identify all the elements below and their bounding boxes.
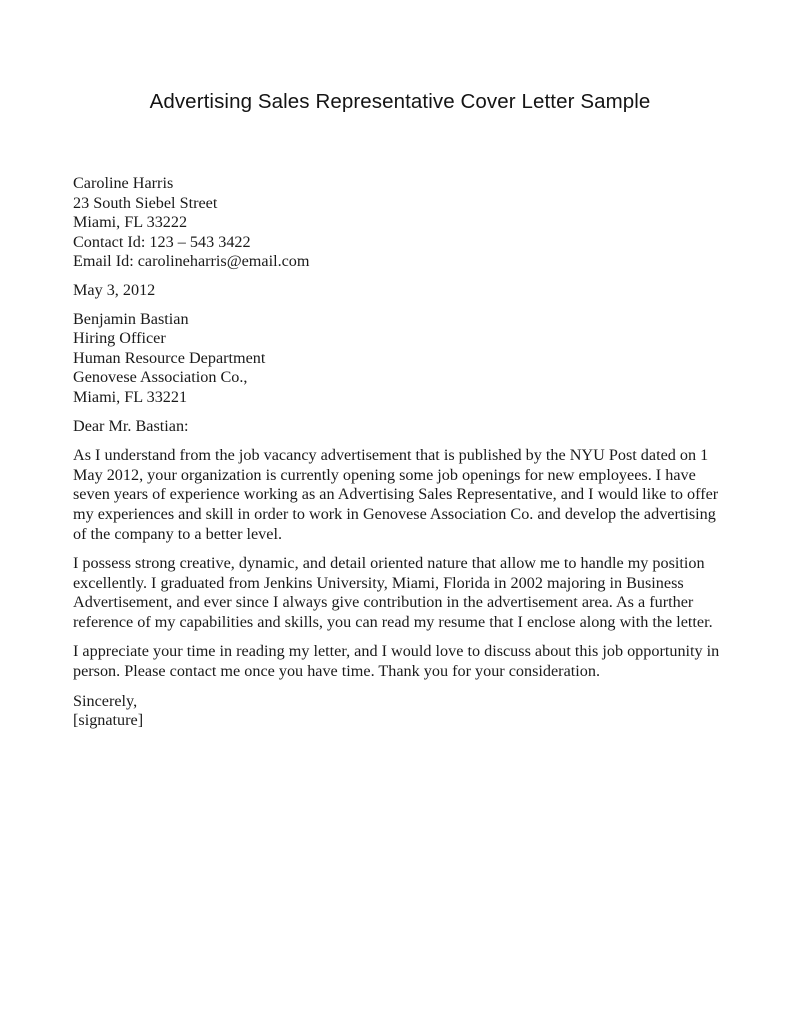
salutation-text: Dear Mr. Bastian: (73, 416, 189, 435)
sender-contact-id: Contact Id: 123 – 543 3422 (73, 232, 251, 251)
body-paragraph-3: I appreciate your time in reading my letter, and I would love to discuss about this job opportunity in person. Please contact me once you have time. Thank you for your consideration. (73, 642, 720, 681)
spacer (73, 272, 729, 281)
spacer (73, 436, 729, 446)
sender-street: 23 South Siebel Street (73, 193, 218, 212)
recipient-name: Benjamin Bastian (73, 309, 189, 328)
sender-address-block (73, 174, 729, 272)
spacer (73, 632, 729, 642)
sender-city-state-zip: Miami, FL 33222 (73, 213, 188, 232)
recipient-address-block (73, 310, 729, 408)
signature-placeholder: [signature] (73, 711, 144, 730)
sender-name: Caroline Harris (73, 174, 174, 192)
spacer (73, 544, 729, 554)
recipient-title: Hiring Officer (73, 329, 166, 348)
body-paragraph-2: I possess strong creative, dynamic, and detail oriented nature that allow me to handle my position excellently. I graduated from Jenkins University, Miami, Florida in 2002 majoring in Business Advertisement, and ever since I always give contribution in the advertisement area. As a further reference of my capabilities and skills, you can read my resume that I enclose along with the letter. (73, 554, 713, 631)
spacer (73, 301, 729, 310)
letter-date (73, 281, 729, 301)
spacer (73, 408, 729, 417)
spacer (73, 682, 729, 692)
salutation (73, 417, 729, 437)
body-paragraph-1: As I understand from the job vacancy advertisement that is published by the NYU Post dated on 1 May 2012, your organization is currently opening some job openings for new employees. I have seven years of experience working as an Advertising Sales Representative, and I would like to offer my experiences and skill in order to work in Genovese Association Co. and develop the advertising of the company to a better level. (73, 446, 719, 543)
recipient-company: Genovese Association Co., (73, 368, 248, 387)
date-text: May 3, 2012 (73, 280, 156, 299)
letter-body (73, 174, 729, 731)
valediction: Sincerely, (73, 691, 138, 710)
sender-email-id: Email Id: carolineharris@email.com (73, 252, 310, 271)
recipient-city-state-zip: Miami, FL 33221 (73, 387, 188, 406)
closing-block (73, 692, 729, 731)
page-title: Advertising Sales Representative Cover Letter Sample (149, 90, 651, 113)
recipient-department: Human Resource Department (73, 348, 266, 367)
